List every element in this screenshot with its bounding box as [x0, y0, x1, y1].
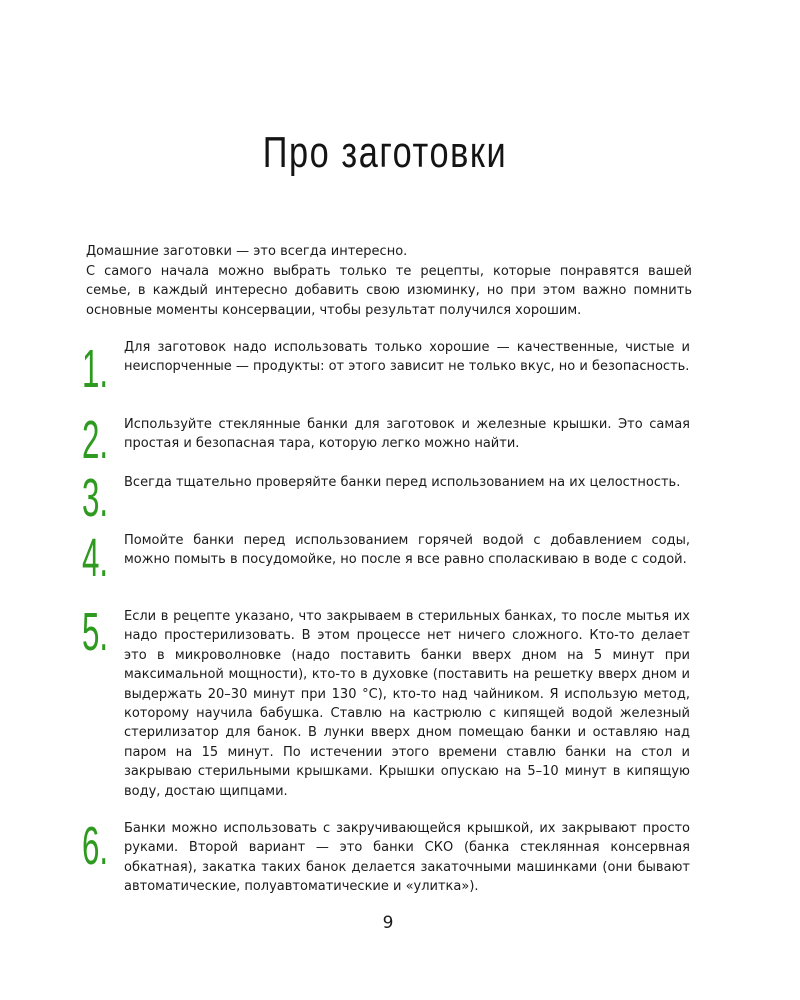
- item-text-2: Используйте стеклянные банки для заготовок и железные крышки. Это самая простая и безопасная тара, которую легко можно найти.: [124, 417, 690, 452]
- item-text-4: Помойте банки перед использованием горячей водой с добавлением соды, можно помыть в посудомойке, но после я все равно споласкиваю в воде с содой.: [124, 533, 690, 568]
- item-number-5: 5.: [82, 602, 109, 662]
- item-number-3: 3.: [82, 468, 109, 528]
- intro-line-1: Домашние заготовки — это всегда интересно.: [86, 244, 408, 259]
- item-text-3: Всегда тщательно проверяйте банки перед использованием на их целостность.: [124, 475, 681, 490]
- item-number-4: 4.: [82, 528, 109, 588]
- item-number-1: 1.: [82, 339, 109, 399]
- item-number-6: 6.: [82, 816, 109, 876]
- page-number: 9: [382, 913, 394, 933]
- item-text-5: Если в рецепте указано, что закрываем в стерильных банках, то после мытья их надо простерилизовать. В этом процессе нет ничего сложного. Кто-то делает это в микроволновке (надо поставить банки вверх дном на 5 минут при максимальной мощности), кто-то в духовке (поставить на решетку вверх дном и выдержать 20–30 минут при 130 °С), кто-то над чайником. Я использую метод, которому научила бабушка. Ставлю на кастрюлю с кипящей водой железный стерилизатор для банок. В лунки вверх дном помещаю банки и оставляю над паром на 15 минут. По истечении этого времени ставлю банки на стол и закрываю стерильными крышками. Крышки опускаю на 5–10 минут в кипящую воду, достаю щипцами.: [124, 609, 690, 799]
- intro-paragraph: [86, 242, 692, 320]
- intro-line-2: С самого начала можно выбрать только те рецепты, которые понравятся вашей семье, в каждый интересно добавить свою изюминку, но при этом важно помнить основные моменты консервации, чтобы результат получился хорошим.: [86, 263, 692, 318]
- page-title: Про заготовки: [262, 128, 508, 177]
- item-number-2: 2.: [82, 410, 109, 470]
- item-text-1: Для заготовок надо использовать только хорошие — качественные, чистые и неиспорченные — продукты: от этого зависит не только вкус, но и безопасность.: [124, 340, 690, 375]
- item-text-6: Банки можно использовать с закручивающейся крышкой, их закрывают просто руками. Второй вариант — это банки СКО (банка стеклянная консервная обкатная), закатка таких банок делается закаточными машинками (они бывают автоматические, полуавтоматические и «улитка»).: [124, 821, 690, 895]
